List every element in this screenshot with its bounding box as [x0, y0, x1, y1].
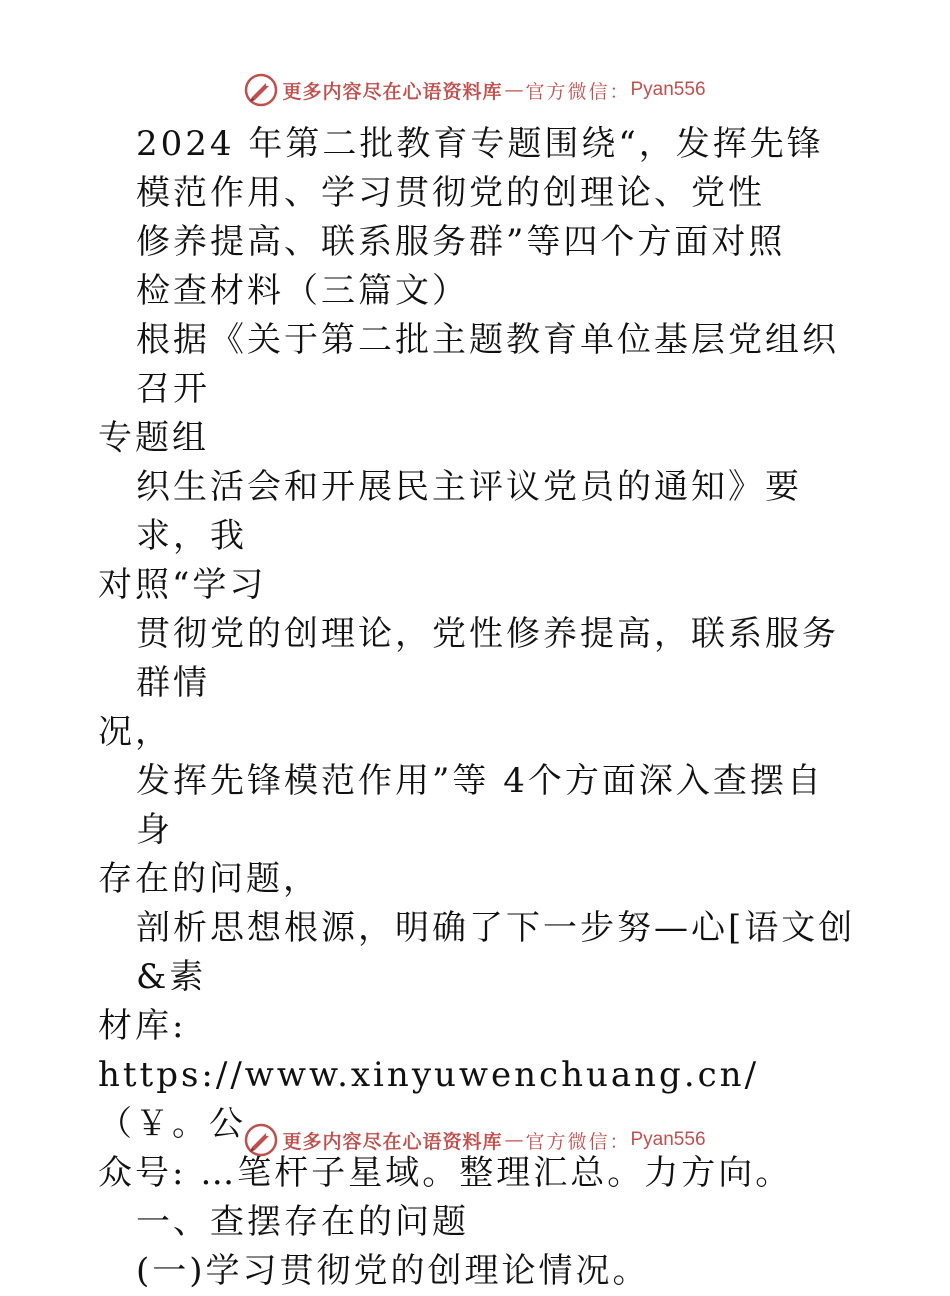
body-line: 剖析思想根源，明确了下一步努—心[语文创&素: [136, 908, 856, 997]
body-line: 发挥先锋模范作用”等 4个方面深入查摆自身: [136, 761, 824, 850]
subsection-heading: (一)学习贯彻党的创理论情况。: [136, 1251, 650, 1291]
body-line: 根据《关于第二批主题教育单位基层党组织召开: [136, 320, 839, 409]
body-line: 对照“学习: [98, 565, 267, 605]
body-line: 存在的问题，: [98, 859, 320, 899]
body-line: 织生活会和开展民主评议党员的通知》要求，我: [136, 467, 802, 556]
header-brand-text: 更多内容尽在心语资料库: [282, 80, 503, 103]
footer-wechat-id: Pyan556: [630, 1129, 706, 1150]
body-line: 况，: [98, 712, 172, 752]
pen-logo-icon: [244, 73, 278, 107]
body-line: 专题组: [98, 418, 209, 458]
section-heading: 一、查摆存在的问题: [136, 1202, 469, 1242]
header-dash: —: [504, 79, 524, 101]
header-official-label: 官方微信：: [525, 80, 631, 103]
pen-logo-icon: [244, 1123, 278, 1157]
body-line: 材库: https://www.xinyuwenchuang.cn/（￥。公: [98, 1006, 760, 1144]
footer-brand-text: 更多内容尽在心语资料库: [282, 1130, 503, 1153]
title-line: 模范作用、学习贯彻党的创理论、党性: [136, 173, 765, 213]
header-wechat-id: Pyan556: [630, 79, 706, 100]
title-line: 2024 年第二批教育专题围绕“，发挥先锋: [136, 124, 824, 164]
body-line: 贯彻党的创理论，党性修养提高，联系服务群情: [136, 614, 839, 703]
document-title: [98, 120, 858, 316]
footer-dash: —: [504, 1129, 524, 1151]
title-line: 修养提高、联系服务群”等四个方面对照: [136, 222, 786, 262]
body-line: 众号: …笔杆子星域。整理汇总。力方向。: [98, 1153, 793, 1193]
footer-official-label: 官方微信：: [525, 1130, 631, 1153]
title-line: 检查材料（三篇文）: [136, 271, 469, 311]
footer-watermark-banner: [0, 1120, 950, 1160]
header-watermark-banner: [0, 70, 950, 110]
